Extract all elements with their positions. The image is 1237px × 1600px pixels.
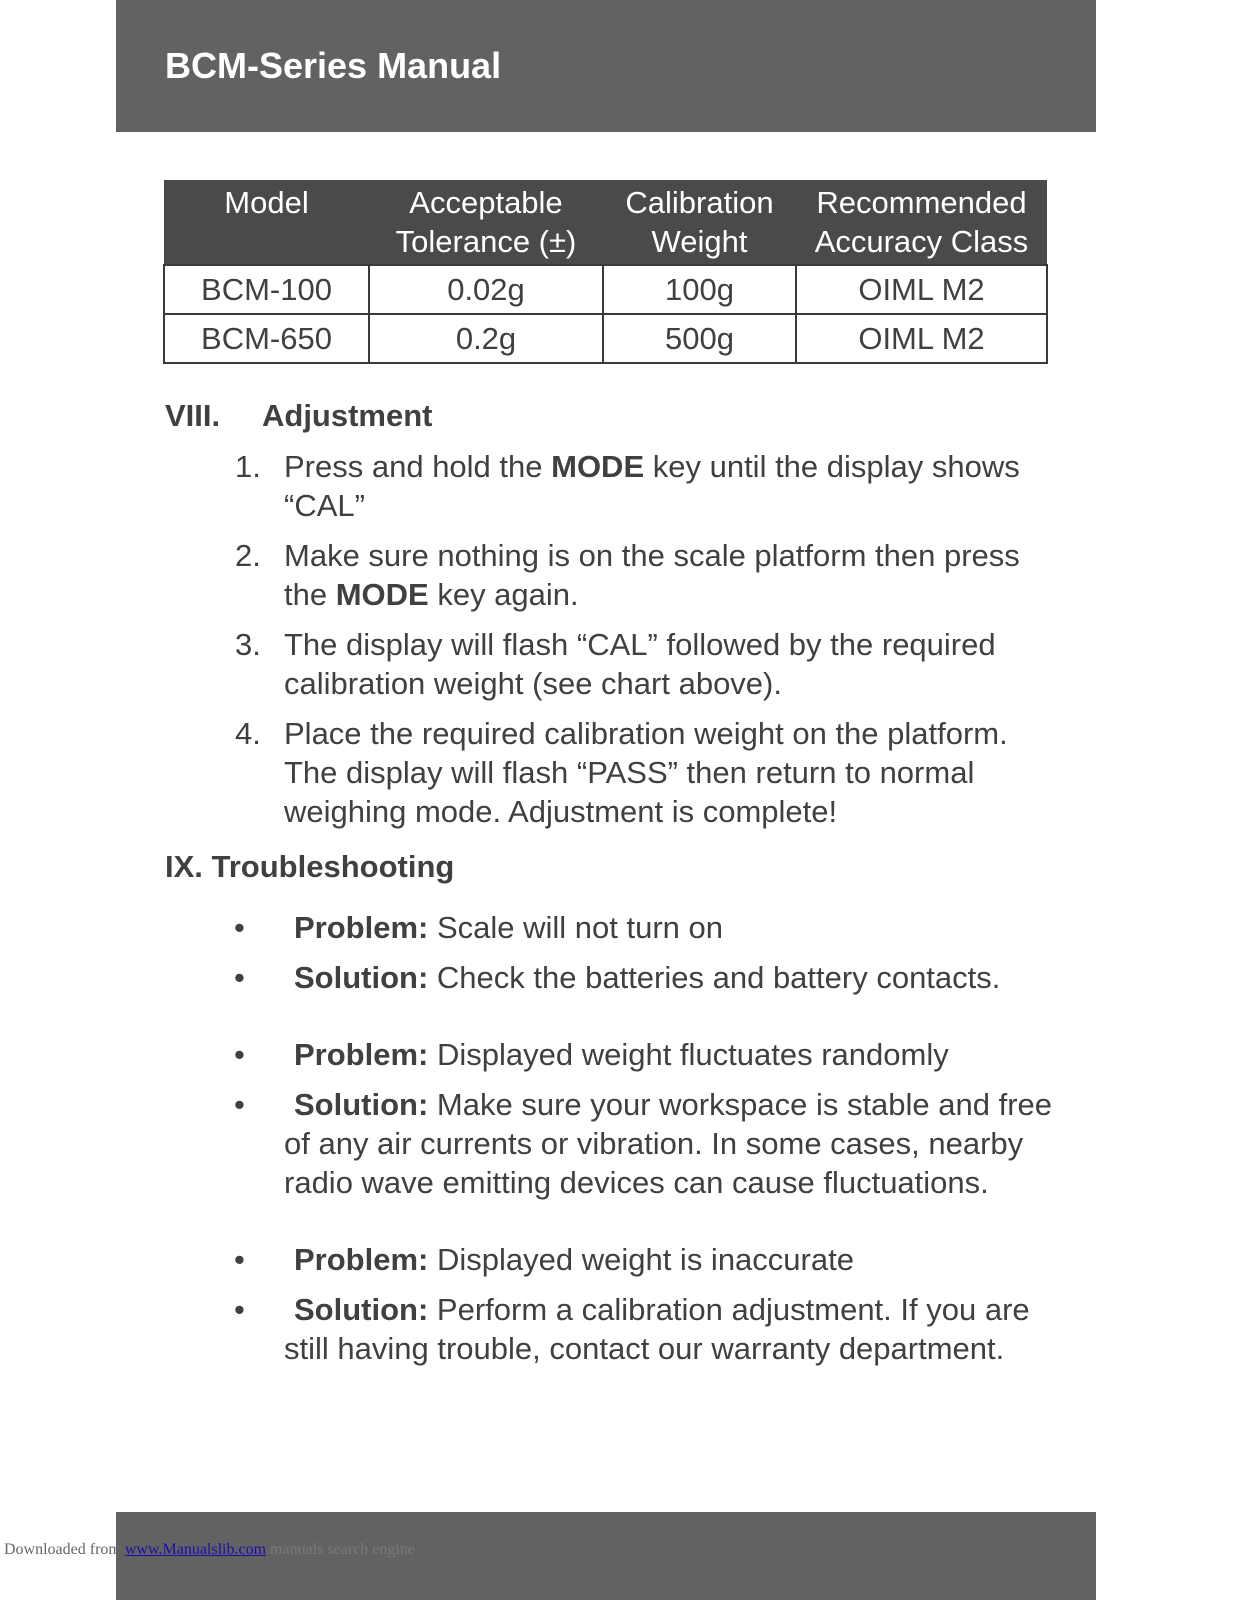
list-item <box>234 958 1064 997</box>
step-text: key until the display shows “CAL” <box>284 449 1020 523</box>
header-line: Accuracy Class <box>814 224 1029 259</box>
cell-model: BCM-650 <box>164 314 369 363</box>
list-item <box>235 625 1065 703</box>
list-item <box>235 536 1065 614</box>
bullet-marker: • <box>234 960 245 995</box>
cell-tolerance: 0.2g <box>369 314 603 363</box>
header-line: Calibration <box>625 185 774 220</box>
table-row <box>164 265 1047 314</box>
column-header-tolerance <box>369 180 603 265</box>
column-header-calibration-weight <box>603 180 796 265</box>
download-note <box>4 1541 415 1559</box>
download-prefix: Downloaded from <box>4 1541 125 1558</box>
page-title: BCM-Series Manual <box>165 45 502 86</box>
solution-label: Solution: <box>294 1087 429 1122</box>
troubleshooting-heading: IX. Troubleshooting <box>165 849 455 884</box>
step-key-name: MODE <box>335 577 429 612</box>
list-item <box>234 908 1064 947</box>
cell-accuracy-class: OIML M2 <box>796 314 1047 363</box>
column-header-accuracy-class <box>796 180 1047 265</box>
list-item <box>235 714 1065 831</box>
section-title: Adjustment <box>262 398 433 433</box>
step-text: key again. <box>428 577 579 612</box>
bullet-marker: • <box>234 910 245 945</box>
header-line: Acceptable <box>409 185 563 220</box>
step-text: Make sure nothing is on the scale platform then press the <box>284 538 1020 612</box>
list-item <box>234 1035 1064 1074</box>
table-row <box>164 314 1047 363</box>
step-number: 2. <box>235 538 261 573</box>
step-number: 1. <box>235 449 261 484</box>
list-item <box>235 447 1065 525</box>
item-text: Displayed weight fluctuates randomly <box>428 1037 949 1072</box>
cell-calibration-weight: 500g <box>603 314 796 363</box>
item-text: Make sure your workspace is stable and free of any air currents or vibration. In some cases, nearby radio wave emitting devices can cause fluctuations. <box>284 1087 1053 1200</box>
list-item <box>234 1085 1064 1202</box>
list-item <box>234 1290 1064 1368</box>
troubleshooting-list <box>234 908 1064 1379</box>
column-header-model <box>164 180 369 265</box>
adjustment-steps <box>235 447 1065 842</box>
cell-model: BCM-100 <box>164 265 369 314</box>
header-line: Recommended <box>816 185 1027 220</box>
cell-accuracy-class: OIML M2 <box>796 265 1047 314</box>
cell-tolerance: 0.02g <box>369 265 603 314</box>
cell-calibration-weight: 100g <box>603 265 796 314</box>
solution-label: Solution: <box>294 960 429 995</box>
header-line: Weight <box>651 224 748 259</box>
table-header-row <box>164 180 1047 265</box>
step-number: 3. <box>235 627 261 662</box>
item-text: Displayed weight is inaccurate <box>428 1242 854 1277</box>
problem-label: Problem: <box>294 1037 429 1072</box>
step-number: 4. <box>235 716 261 751</box>
bullet-marker: • <box>234 1292 245 1327</box>
calibration-table <box>163 180 1048 364</box>
problem-label: Problem: <box>294 910 429 945</box>
problem-label: Problem: <box>294 1242 429 1277</box>
item-text: Perform a calibration adjustment. If you are still having trouble, contact our warranty department. <box>284 1292 1030 1366</box>
header-line: Tolerance (±) <box>395 224 577 259</box>
manualslib-link[interactable]: www.Manualslib.com <box>124 1541 267 1558</box>
adjustment-heading <box>165 396 433 436</box>
step-text: Press and hold the <box>284 449 552 484</box>
bullet-marker: • <box>234 1087 245 1122</box>
step-text: The display will flash “CAL” followed by the required calibration weight (see chart above). <box>284 627 996 701</box>
bullet-marker: • <box>234 1242 245 1277</box>
step-text: Place the required calibration weight on the platform. The display will flash “PASS” then return to normal weighing mode. Adjustment is complete! <box>284 716 1008 829</box>
header-line: Model <box>224 185 309 220</box>
header-bar <box>116 0 1096 132</box>
item-text: Check the batteries and battery contacts. <box>428 960 1001 995</box>
solution-label: Solution: <box>294 1292 429 1327</box>
list-item <box>234 1240 1064 1279</box>
download-suffix: manuals search engine <box>266 1541 415 1558</box>
bullet-marker: • <box>234 1037 245 1072</box>
section-number: VIII. <box>165 398 221 433</box>
item-text: Scale will not turn on <box>428 910 724 945</box>
step-key-name: MODE <box>551 449 645 484</box>
